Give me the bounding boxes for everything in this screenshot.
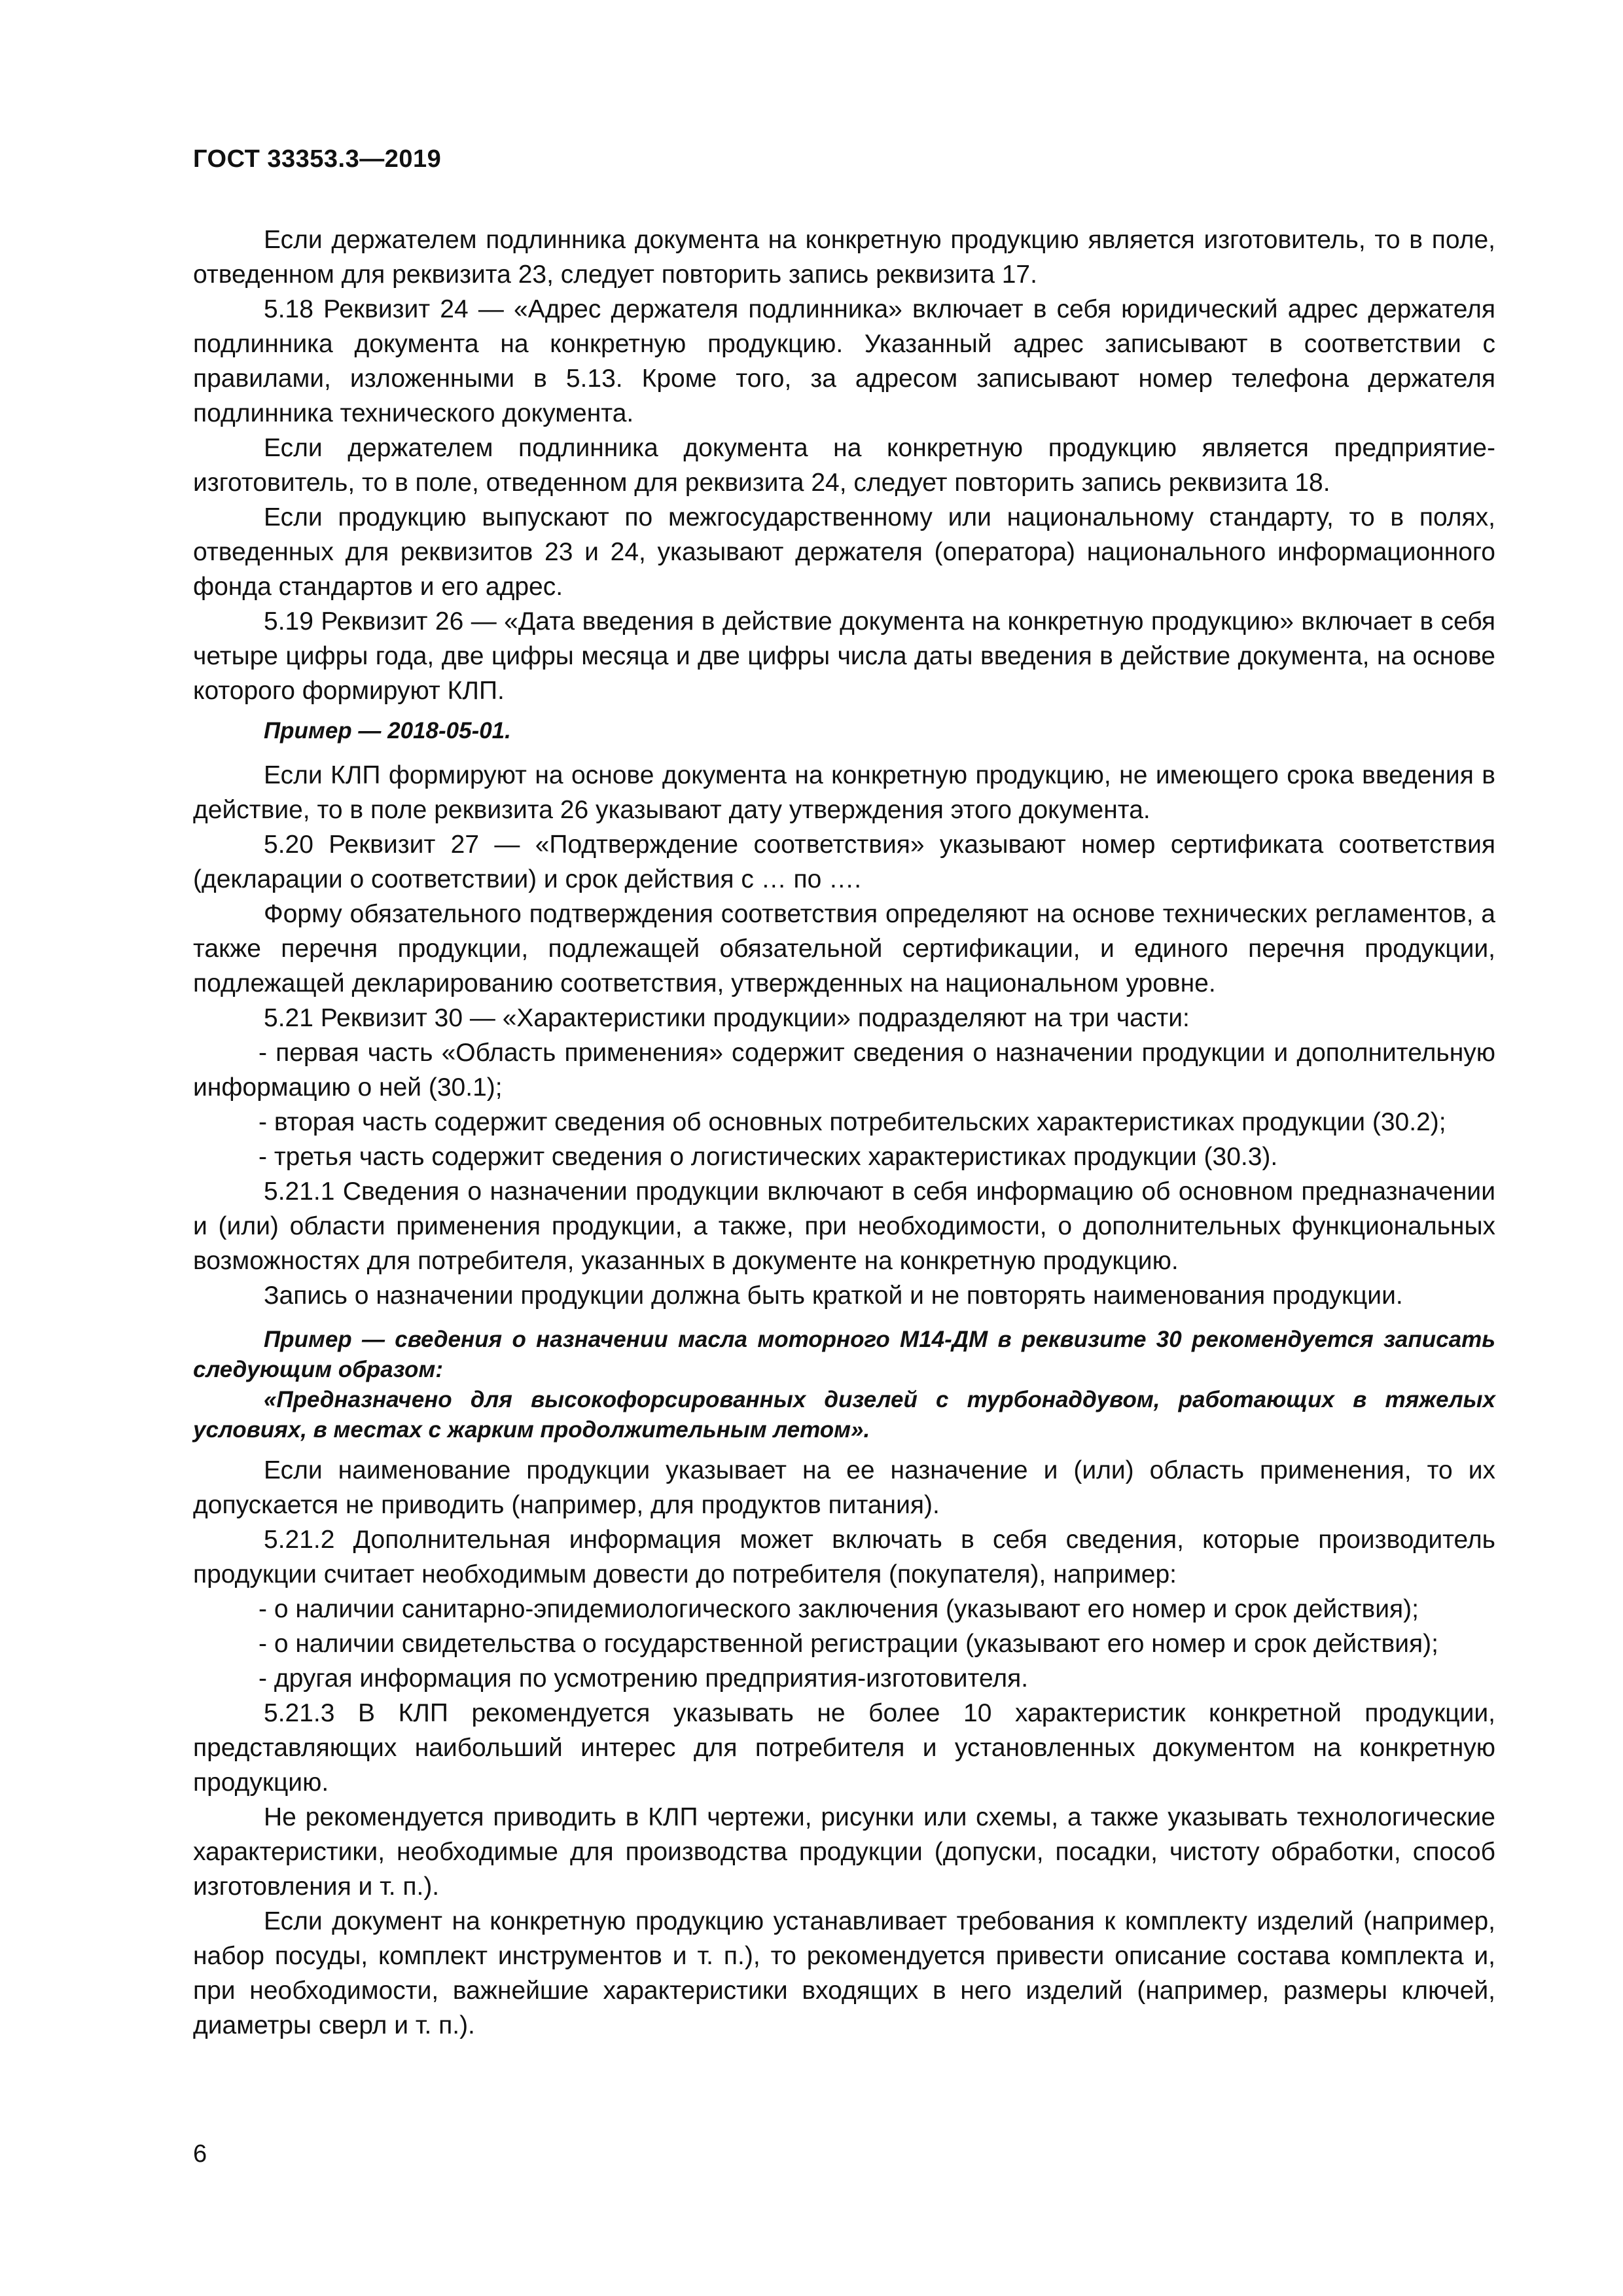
section-5-18: 5.18 Реквизит 24 — «Адрес держателя подлинника» включает в себя юридический адрес держателя подлинника документа на конкретную продукцию. Указанный адрес записывают в соответствии с правилами, изложенными в 5.13. Кроме того, за адресом записывают номер телефона держателя подлинника технического документа. xyxy=(193,295,1495,427)
section-5-21: 5.21 Реквизит 30 — «Характеристики продукции» подразделяют на три части: xyxy=(264,1004,1190,1032)
list-item: - вторая часть содержит сведения об основных потребительских характеристиках продукции (30.2); xyxy=(259,1108,1446,1136)
list-item: - о наличии санитарно-эпидемиологического заключения (указывают его номер и срок действия); xyxy=(259,1595,1419,1623)
paragraph: Форму обязательного подтверждения соответствия определяют на основе технических регламентов, а также перечня продукции, подлежащей обязательной сертификации, и единого перечня продукции, подлежащей декларированию соответствия, утвержденных на национальном уровне. xyxy=(193,900,1495,997)
example-quote: «Предназначено для высокофорсированных дизелей с турбонаддувом, работающих в тяжелых условиях, в местах с жарким продолжительным летом». xyxy=(193,1387,1495,1443)
list-item: - другая информация по усмотрению предприятия-изготовителя. xyxy=(259,1664,1029,1693)
document-page xyxy=(193,0,1495,2296)
paragraph: Если документ на конкретную продукцию устанавливает требования к комплекту изделий (например, набор посуды, комплект инструментов и т. п.), то рекомендуется привести описание состава комплекта и, при необходимости, важнейшие характеристики входящих в него изделий (например, размеры ключей, диаметры сверл и т. п.). xyxy=(193,1907,1495,2039)
paragraph: Запись о назначении продукции должна быть краткой и не повторять наименования продукции. xyxy=(264,1282,1403,1310)
paragraph: Если держателем подлинника документа на конкретную продукцию является предприятие-изготовитель, то в поле, отведенном для реквизита 24, следует повторить запись реквизита 18. xyxy=(193,434,1495,497)
list-item: - о наличии свидетельства о государственной регистрации (указывают его номер и срок действия); xyxy=(259,1630,1438,1658)
example-note: Пример — сведения о назначении масла моторного М14-ДМ в реквизите 30 рекомендуется записать следующим образом: xyxy=(193,1327,1495,1382)
paragraph: Если наименование продукции указывает на ее назначение и (или) область применения, то их допускается не приводить (например, для продуктов питания). xyxy=(193,1456,1495,1519)
list-item: - первая часть «Область применения» содержит сведения о назначении продукции и дополнительную информацию о ней (30.1); xyxy=(193,1039,1495,1102)
section-5-19: 5.19 Реквизит 26 — «Дата введения в действие документа на конкретную продукцию» включает в себя четыре цифры года, две цифры месяца и две цифры числа даты введения в действие документа, на основе которого формируют КЛП. xyxy=(193,607,1495,705)
section-5-21-3: 5.21.3 В КЛП рекомендуется указывать не более 10 характеристик конкретной продукции, представляющих наибольший интерес для потребителя и установленных документом на конкретную продукцию. xyxy=(193,1699,1495,1797)
paragraph: Если держателем подлинника документа на конкретную продукцию является изготовитель, то в поле, отведенном для реквизита 23, следует повторить запись реквизита 17. xyxy=(193,226,1495,289)
section-5-21-1: 5.21.1 Сведения о назначении продукции включают в себя информацию об основном предназначении и (или) области применения продукции, а также, при необходимости, о дополнительных функциональных возможностях для потребителя, указанных в документе на конкретную продукцию. xyxy=(193,1177,1495,1275)
section-5-20: 5.20 Реквизит 27 — «Подтверждение соответствия» указывают номер сертификата соответствия (декларации о соответствии) и срок действия с … по …. xyxy=(193,831,1495,893)
paragraph: Если КЛП формируют на основе документа на конкретную продукцию, не имеющего срока введения в действие, то в поле реквизита 26 указывают дату утверждения этого документа. xyxy=(193,761,1495,824)
page-number: 6 xyxy=(193,2140,207,2168)
document-body xyxy=(193,223,1495,2043)
list-item: - третья часть содержит сведения о логистических характеристиках продукции (30.3). xyxy=(259,1143,1278,1171)
section-5-21-2: 5.21.2 Дополнительная информация может включать в себя сведения, которые производитель продукции считает необходимым довести до потребителя (покупателя), например: xyxy=(193,1526,1495,1588)
example-note: Пример — 2018-05-01. xyxy=(264,718,511,744)
paragraph: Не рекомендуется приводить в КЛП чертежи, рисунки или схемы, а также указывать технологические характеристики, необходимые для производства продукции (допуски, посадки, чистоту обработки, способ изготовления и т. п.). xyxy=(193,1803,1495,1901)
paragraph: Если продукцию выпускают по межгосударственному или национальному стандарту, то в полях, отведенных для реквизитов 23 и 24, указывают держателя (оператора) национального информационного фонда стандартов и его адрес. xyxy=(193,503,1495,601)
document-header: ГОСТ 33353.3—2019 xyxy=(193,145,442,173)
